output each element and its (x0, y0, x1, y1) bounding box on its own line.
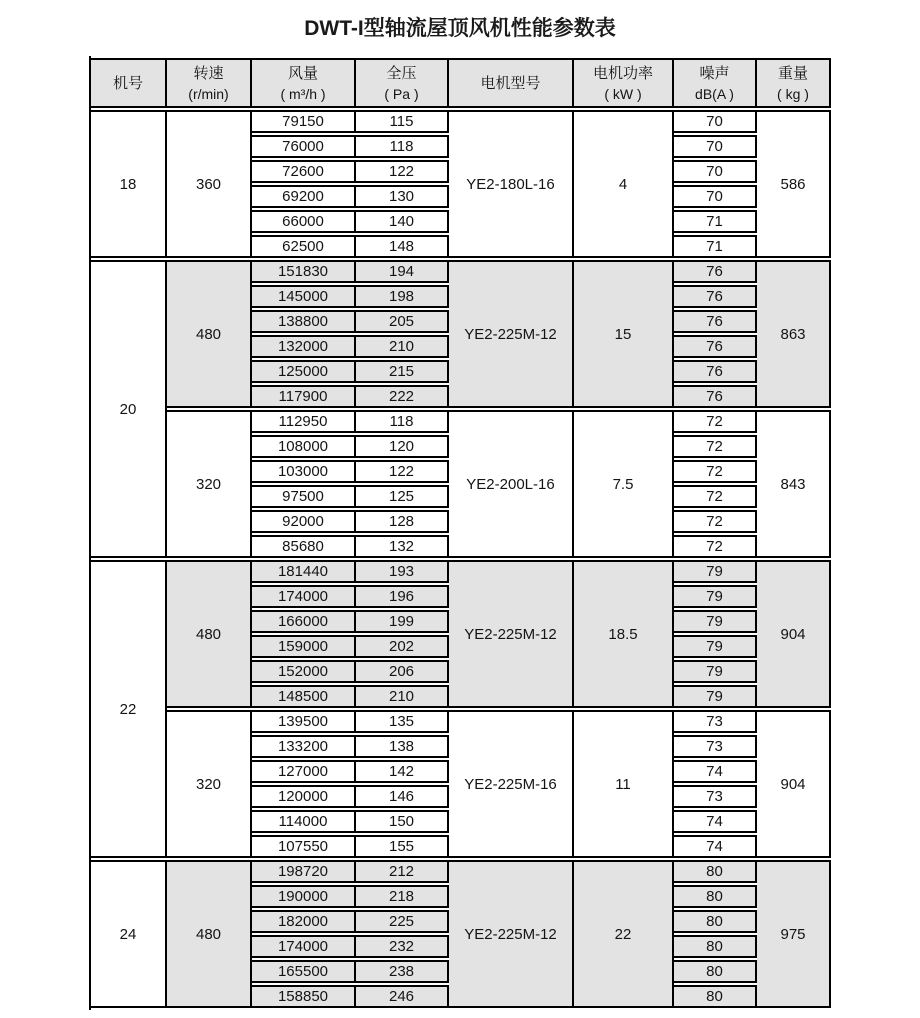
airflow-cell: 148500 (252, 685, 356, 708)
airflow-cell: 76000 (252, 135, 356, 158)
pressure-cell: 198 (356, 285, 449, 308)
pressure-cell: 193 (356, 560, 449, 583)
pressure-cell: 232 (356, 935, 449, 958)
noise-cell: 74 (674, 760, 757, 783)
airflow-cell: 174000 (252, 585, 356, 608)
pressure-cell: 225 (356, 910, 449, 933)
fan-size-cell: 18 (91, 110, 167, 258)
airflow-cell: 114000 (252, 810, 356, 833)
airflow-cell: 103000 (252, 460, 356, 483)
col-header-unit: ( kg ) (777, 85, 809, 102)
fan-size-cell: 24 (91, 860, 167, 1008)
pressure-cell: 118 (356, 410, 449, 433)
col-header-airflow (252, 58, 356, 108)
airflow-cell: 182000 (252, 910, 356, 933)
airflow-cell: 92000 (252, 510, 356, 533)
airflow-cell: 181440 (252, 560, 356, 583)
col-header-motor-model (449, 58, 574, 108)
col-header-motor-power (574, 58, 674, 108)
noise-cell: 80 (674, 935, 757, 958)
pressure-cell: 215 (356, 360, 449, 383)
motor-model-cell: YE2-200L-16 (449, 410, 574, 558)
airflow-cell: 66000 (252, 210, 356, 233)
speed-cell: 480 (167, 260, 252, 408)
airflow-cell: 158850 (252, 985, 356, 1008)
weight-cell: 904 (757, 710, 831, 858)
airflow-cell: 133200 (252, 735, 356, 758)
col-header-label: 电机功率 (592, 64, 653, 82)
col-header-noise (674, 58, 757, 108)
col-header-weight (757, 58, 831, 108)
noise-cell: 73 (674, 785, 757, 808)
pressure-cell: 222 (356, 385, 449, 408)
noise-cell: 80 (674, 860, 757, 883)
airflow-cell: 125000 (252, 360, 356, 383)
weight-cell: 586 (757, 110, 831, 258)
col-header-pressure (356, 58, 449, 108)
airflow-cell: 97500 (252, 485, 356, 508)
col-header-unit: (r/min) (188, 85, 229, 102)
airflow-cell: 190000 (252, 885, 356, 908)
pressure-cell: 206 (356, 660, 449, 683)
table-row (91, 410, 831, 433)
airflow-cell: 62500 (252, 235, 356, 258)
col-header-fan-size (91, 58, 167, 108)
airflow-cell: 120000 (252, 785, 356, 808)
motor-power-cell: 7.5 (574, 410, 674, 558)
table-row (91, 560, 831, 583)
pressure-cell: 246 (356, 985, 449, 1008)
pressure-cell: 218 (356, 885, 449, 908)
speed-cell: 480 (167, 860, 252, 1008)
pressure-cell: 199 (356, 610, 449, 633)
noise-cell: 70 (674, 185, 757, 208)
airflow-cell: 72600 (252, 160, 356, 183)
noise-cell: 79 (674, 685, 757, 708)
noise-cell: 80 (674, 910, 757, 933)
table-row (91, 110, 831, 133)
noise-cell: 70 (674, 110, 757, 133)
pressure-cell: 194 (356, 260, 449, 283)
weight-cell: 904 (757, 560, 831, 708)
table-header (91, 58, 831, 108)
noise-cell: 80 (674, 985, 757, 1008)
col-header-label: 重量 (777, 64, 808, 82)
pressure-cell: 210 (356, 685, 449, 708)
col-header-speed (167, 58, 252, 108)
airflow-cell: 85680 (252, 535, 356, 558)
col-header-label: 电机型号 (480, 74, 541, 92)
noise-cell: 72 (674, 485, 757, 508)
airflow-cell: 79150 (252, 110, 356, 133)
col-header-label: 风量 (287, 64, 318, 82)
motor-power-cell: 11 (574, 710, 674, 858)
noise-cell: 73 (674, 735, 757, 758)
airflow-cell: 117900 (252, 385, 356, 408)
page-title: DWT-I型轴流屋顶风机性能参数表 (304, 17, 616, 40)
motor-power-cell: 4 (574, 110, 674, 258)
pressure-cell: 122 (356, 160, 449, 183)
pressure-cell: 135 (356, 710, 449, 733)
speed-cell: 360 (167, 110, 252, 258)
speed-cell: 320 (167, 410, 252, 558)
noise-cell: 72 (674, 460, 757, 483)
noise-cell: 76 (674, 260, 757, 283)
airflow-cell: 151830 (252, 260, 356, 283)
motor-model-cell: YE2-225M-12 (449, 560, 574, 708)
table-row (91, 860, 831, 883)
motor-model-cell: YE2-225M-12 (449, 260, 574, 408)
pressure-cell: 142 (356, 760, 449, 783)
noise-cell: 70 (674, 135, 757, 158)
noise-cell: 72 (674, 410, 757, 433)
noise-cell: 80 (674, 885, 757, 908)
noise-cell: 76 (674, 310, 757, 333)
airflow-cell: 152000 (252, 660, 356, 683)
col-header-unit: ( Pa ) (384, 85, 419, 102)
col-header-label: 噪声 (699, 64, 730, 82)
motor-model-cell: YE2-225M-16 (449, 710, 574, 858)
pressure-cell: 140 (356, 210, 449, 233)
noise-cell: 79 (674, 585, 757, 608)
motor-model-cell: YE2-180L-16 (449, 110, 574, 258)
noise-cell: 79 (674, 610, 757, 633)
weight-cell: 863 (757, 260, 831, 408)
pressure-cell: 125 (356, 485, 449, 508)
airflow-cell: 198720 (252, 860, 356, 883)
pressure-cell: 146 (356, 785, 449, 808)
airflow-cell: 127000 (252, 760, 356, 783)
pressure-cell: 115 (356, 110, 449, 133)
pressure-cell: 132 (356, 535, 449, 558)
pressure-cell: 130 (356, 185, 449, 208)
table-row (91, 710, 831, 733)
noise-cell: 79 (674, 660, 757, 683)
motor-power-cell: 15 (574, 260, 674, 408)
col-header-label: 转速 (193, 64, 224, 82)
fan-size-cell: 22 (91, 560, 167, 858)
col-header-unit: ( m³/h ) (280, 85, 326, 102)
pressure-cell: 205 (356, 310, 449, 333)
noise-cell: 76 (674, 285, 757, 308)
pressure-cell: 148 (356, 235, 449, 258)
airflow-cell: 112950 (252, 410, 356, 433)
noise-cell: 71 (674, 210, 757, 233)
pressure-cell: 150 (356, 810, 449, 833)
noise-cell: 73 (674, 710, 757, 733)
pressure-cell: 210 (356, 335, 449, 358)
header-row (91, 58, 831, 108)
noise-cell: 72 (674, 535, 757, 558)
col-header-unit: ( kW ) (604, 85, 642, 102)
weight-cell: 843 (757, 410, 831, 558)
pressure-cell: 202 (356, 635, 449, 658)
noise-cell: 76 (674, 335, 757, 358)
pressure-cell: 196 (356, 585, 449, 608)
airflow-cell: 132000 (252, 335, 356, 358)
noise-cell: 74 (674, 835, 757, 858)
col-header-label: 机号 (112, 74, 143, 92)
airflow-cell: 108000 (252, 435, 356, 458)
airflow-cell: 165500 (252, 960, 356, 983)
motor-model-cell: YE2-225M-12 (449, 860, 574, 1008)
pressure-cell: 155 (356, 835, 449, 858)
noise-cell: 71 (674, 235, 757, 258)
noise-cell: 74 (674, 810, 757, 833)
pressure-cell: 238 (356, 960, 449, 983)
pressure-cell: 128 (356, 510, 449, 533)
fan-spec-table (89, 56, 831, 1010)
noise-cell: 76 (674, 385, 757, 408)
col-header-unit: dB(A ) (695, 85, 734, 102)
pressure-cell: 122 (356, 460, 449, 483)
noise-cell: 79 (674, 635, 757, 658)
airflow-cell: 69200 (252, 185, 356, 208)
airflow-cell: 145000 (252, 285, 356, 308)
airflow-cell: 139500 (252, 710, 356, 733)
noise-cell: 79 (674, 560, 757, 583)
weight-cell: 975 (757, 860, 831, 1008)
pressure-cell: 118 (356, 135, 449, 158)
airflow-cell: 159000 (252, 635, 356, 658)
airflow-cell: 166000 (252, 610, 356, 633)
pressure-cell: 212 (356, 860, 449, 883)
pressure-cell: 120 (356, 435, 449, 458)
motor-power-cell: 22 (574, 860, 674, 1008)
noise-cell: 80 (674, 960, 757, 983)
motor-power-cell: 18.5 (574, 560, 674, 708)
noise-cell: 72 (674, 435, 757, 458)
noise-cell: 72 (674, 510, 757, 533)
table-row (91, 260, 831, 283)
col-header-label: 全压 (386, 64, 417, 82)
airflow-cell: 174000 (252, 935, 356, 958)
table-body (91, 110, 831, 1008)
airflow-cell: 138800 (252, 310, 356, 333)
speed-cell: 480 (167, 560, 252, 708)
airflow-cell: 107550 (252, 835, 356, 858)
speed-cell: 320 (167, 710, 252, 858)
fan-size-cell: 20 (91, 260, 167, 558)
noise-cell: 70 (674, 160, 757, 183)
pressure-cell: 138 (356, 735, 449, 758)
noise-cell: 76 (674, 360, 757, 383)
